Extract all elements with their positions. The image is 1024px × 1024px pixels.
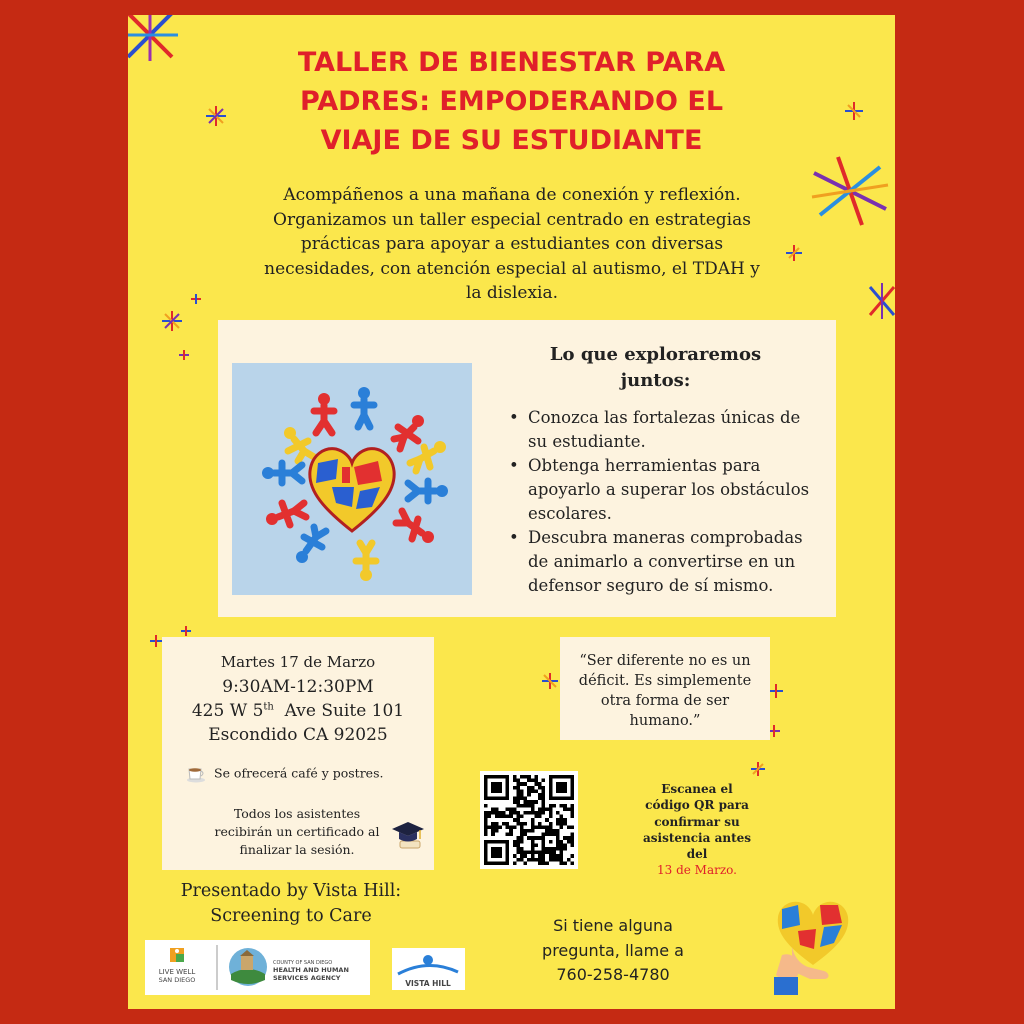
star-icon <box>162 311 182 331</box>
quote-panel <box>560 637 770 740</box>
list-item-line: • Obtenga herramientas para <box>528 456 761 475</box>
event-time: 9:30AM-12:30PM <box>222 677 374 697</box>
star-icon <box>786 245 802 261</box>
list-item <box>506 526 826 598</box>
coffee-cup-icon <box>186 765 206 783</box>
presented-by <box>164 879 418 929</box>
vista-hill-logo <box>392 948 465 990</box>
rsvp-line: asistencia antes <box>643 830 751 845</box>
title-line: PADRES: EMPODERANDO EL <box>299 86 724 117</box>
quote-text <box>560 651 770 731</box>
list-item-line: su estudiante. <box>528 432 646 451</box>
rsvp-instructions <box>628 781 766 879</box>
hand-heart-icon <box>768 895 858 995</box>
certificate-line: Todos los asistentes <box>233 806 361 821</box>
certificate-note <box>212 805 382 859</box>
rsvp-line: confirmar su <box>654 814 740 829</box>
puzzle-heart-illustration <box>232 363 472 595</box>
quote-line: déficit. Es simplemente <box>578 673 752 689</box>
list-item <box>506 406 826 454</box>
vista-hill-logo-text: VISTA HILL <box>405 979 451 988</box>
county-logo-line1: COUNTY OF SAN DIEGO <box>273 960 333 966</box>
certificate-line: finalizar la sesión. <box>239 842 355 857</box>
contact-line: Si tiene alguna <box>553 916 673 935</box>
intro-line: prácticas para apoyar a estudiantes con diversas <box>300 234 724 254</box>
title-line: TALLER DE BIENESTAR PARA <box>297 47 726 78</box>
explore-heading <box>518 342 793 394</box>
county-logos <box>145 940 370 995</box>
explore-heading-line: Lo que exploraremos <box>549 344 762 365</box>
address-suffix: Ave Suite 101 <box>273 701 405 721</box>
list-item-line: de animarlo a convertirse en un <box>528 552 796 571</box>
vista-hill-logo-mark <box>392 948 465 990</box>
sponsor-logos <box>145 940 370 995</box>
county-logo-line2: HEALTH AND HUMAN <box>273 966 349 974</box>
star-icon <box>812 157 888 225</box>
coffee-note-text: Se ofrecerá café y postres. <box>214 765 384 781</box>
star-icon <box>179 350 189 360</box>
phone-number[interactable]: 760-258-4780 <box>556 965 670 984</box>
contact-info <box>513 914 713 988</box>
county-logo-line3: SERVICES AGENCY <box>273 974 341 982</box>
star-icon <box>181 626 191 636</box>
presented-line: Screening to Care <box>210 906 372 926</box>
quote-line: otra forma de ser <box>600 693 730 709</box>
list-item-line: • Conozca las fortalezas únicas de <box>528 408 801 427</box>
coffee-note <box>186 765 383 783</box>
list-item-line: apoyarlo a superar los obstáculos <box>528 480 810 499</box>
intro-line: Organizamos un taller especial centrado en estrategias <box>273 209 751 230</box>
quote-line: humano.” <box>629 713 701 729</box>
intro-line: la dislexia. <box>465 283 559 303</box>
rsvp-deadline: 13 de Marzo. <box>656 863 737 878</box>
intro-paragraph <box>238 183 786 306</box>
star-icon <box>751 762 765 776</box>
star-icon <box>150 635 162 647</box>
explore-panel <box>218 320 836 617</box>
live-well-logo-line2: SAN DIEGO <box>158 976 196 984</box>
address-prefix: 425 W 5 <box>191 701 264 721</box>
explore-heading-line: juntos: <box>620 370 691 391</box>
list-item-line: escolares. <box>528 504 612 523</box>
address-superscript: th <box>263 701 274 713</box>
star-icon <box>191 294 201 304</box>
list-item-line: • Descubra maneras comprobadas <box>528 528 803 547</box>
intro-line: Acompáñenos a una mañana de conexión y reflexión. <box>283 185 741 205</box>
star-icon <box>542 673 558 689</box>
quote-line: “Ser diferente no es un <box>579 653 751 669</box>
graduation-cap-icon <box>390 817 426 853</box>
star-icon <box>128 15 178 61</box>
star-icon <box>769 684 783 698</box>
rsvp-line: código QR para <box>645 798 749 813</box>
event-address <box>162 701 434 721</box>
event-date: Martes 17 de Marzo <box>220 653 376 671</box>
qr-code-icon <box>484 775 574 865</box>
event-city: Escondido CA 92025 <box>208 725 388 745</box>
event-details-panel <box>162 637 434 870</box>
star-icon <box>845 102 863 120</box>
explore-list <box>506 406 826 598</box>
live-well-logo-line1: LIVE WELL <box>158 968 196 976</box>
autism-heart-photo <box>232 363 472 595</box>
intro-line: necesidades, con atención especial al autismo, el TDAH y <box>264 258 760 279</box>
list-item <box>506 454 826 526</box>
qr-code[interactable] <box>480 771 578 869</box>
page-title <box>188 43 835 160</box>
list-item-line: defensor seguro de sí mismo. <box>528 576 774 595</box>
certificate-line: recibirán un certificado al <box>214 824 380 839</box>
flyer <box>128 15 895 1009</box>
presented-line: Presentado by Vista Hill: <box>180 881 402 901</box>
title-line: VIAJE DE SU ESTUDIANTE <box>320 125 703 156</box>
rsvp-line: Escanea el <box>661 782 733 796</box>
contact-line: pregunta, llame a <box>542 940 684 960</box>
star-icon <box>870 283 894 319</box>
rsvp-line: del <box>686 847 708 862</box>
